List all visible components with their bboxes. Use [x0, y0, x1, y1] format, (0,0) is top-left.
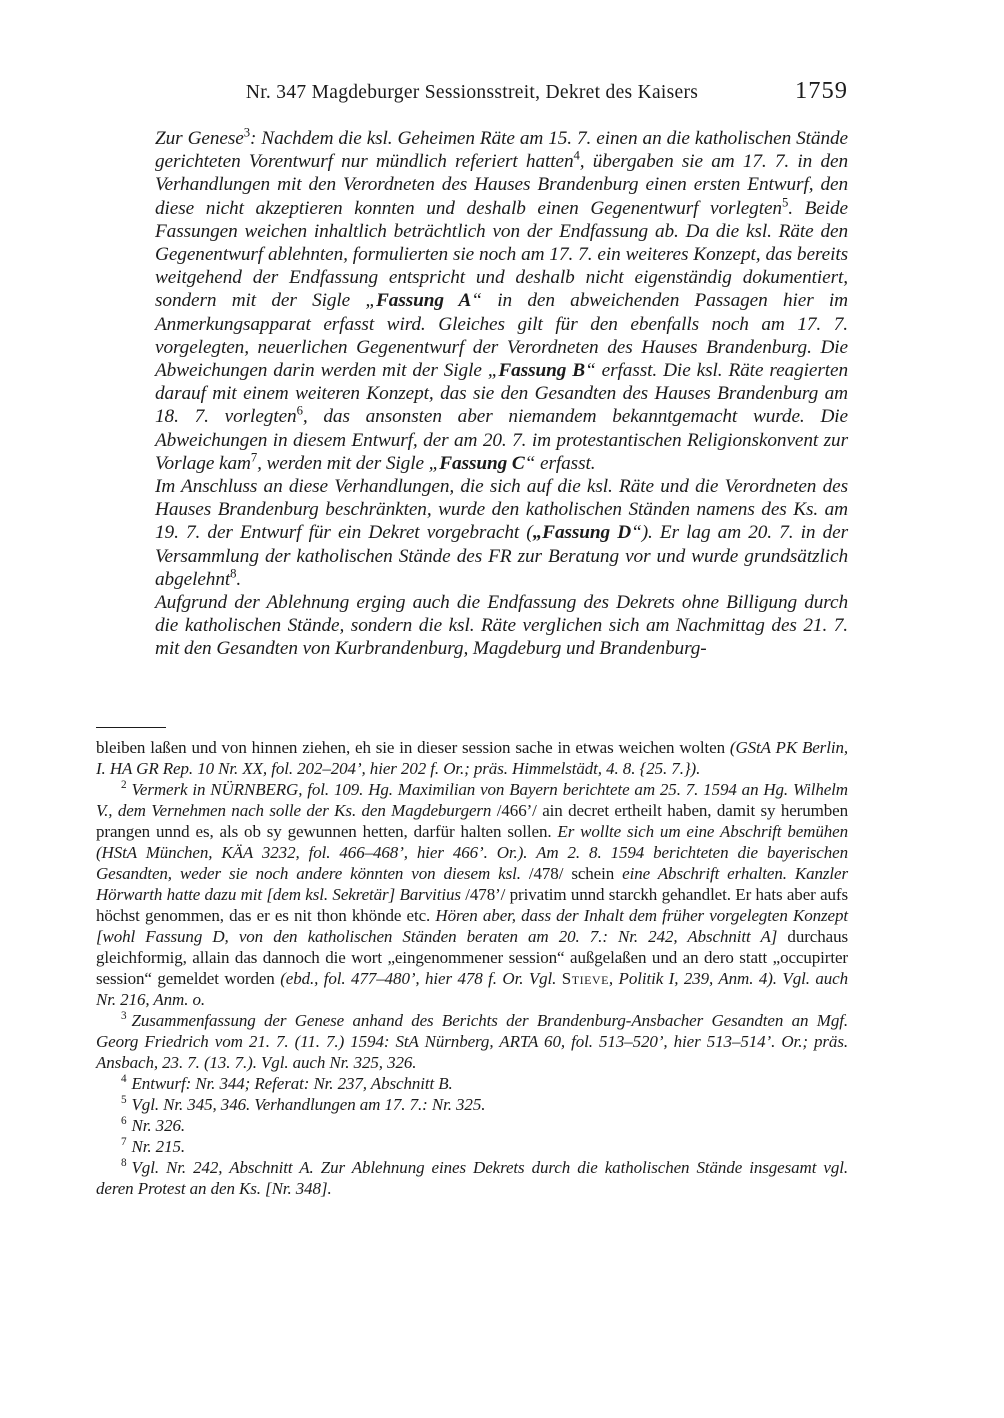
footnote-ref: 7	[121, 1136, 127, 1149]
footnote-ref: 4	[573, 148, 580, 163]
footnote-ref: 5	[781, 195, 789, 210]
text-run: Aufgrund der Ablehnung erging auch die Endfassung des Dekrets ohne Billigung durch die katholischen Stände, sondern die ksl. Räte verglichen sich am Nachmittag des 21. 7. mit den Gesandten von Kurbrandenburg, Magdeburg und Brandenburg-	[155, 592, 848, 660]
text-run: “). Er lag am 20. 7. in der Versammlung der katholischen Stände des FR zur Beratung vor und wurde grundsätzlich abgelehnt	[155, 522, 848, 590]
footnote-ref: 4	[121, 1073, 127, 1086]
footnote	[96, 737, 848, 779]
text-run: Vgl. Nr. 242, Abschnitt A. Zur Ablehnung eines Dekrets durch die katholischen Stände insgesamt vgl. deren Protest an den Ks. [Nr. 348].	[96, 1158, 848, 1198]
text-run: Zur Genese	[155, 128, 244, 149]
footnote-ref: 8	[230, 566, 237, 581]
text-run: Stieve	[561, 969, 609, 988]
footnote	[96, 1073, 848, 1094]
text-run: “ erfasst.	[524, 452, 596, 474]
text-run: : Nachdem die ksl. Geheimen Räte am 15. 7. einen an die katholischen Stände gerichteten Vorentwurf nur mündlich referiert hatten	[155, 128, 848, 173]
text-run: (ebd., fol. 477–480’, hier 478 f. Or. Vgl.	[280, 969, 562, 988]
text-run: Fassung C	[439, 452, 525, 474]
footnote-ref: 3	[243, 125, 250, 140]
paragraph	[155, 591, 848, 661]
text-run: Vgl. Nr. 345, 346. Verhandlungen am 17. 7.: Nr. 325.	[131, 1095, 486, 1114]
text-run: , werden mit der Sigle „	[257, 452, 440, 474]
footnote	[96, 1010, 848, 1073]
running-head-title: Nr. 347 Magdeburger Sessionsstreit, Dekret des Kaisers	[245, 82, 699, 103]
text-run: , Politik I, 239, Anm. 4). Vgl. auch Nr. 216, Anm. o.	[96, 969, 848, 1009]
paragraph	[155, 127, 848, 475]
text-run: Vermerk in NÜRNBERG, fol. 109. Hg. Maximilian von Bayern berichtete am 25. 7. 1594 an Hg. Wilhelm V., dem Vernehmen nach solle der Ks. den Magdeburgern	[96, 780, 848, 820]
text-run: . Beide Fassungen weichen inhaltlich beträchtlich von der Endfassung ab. Da die ksl. Räte den Gegenentwurf ablehnten, formulierten sie noch am 17. 7. ein weiteres Konzept, das bereits weitgehend der Endfassung entspricht und deshalb nicht eigenständig dokumentiert, sondern mit der Sigle „	[155, 197, 848, 312]
paragraph	[155, 475, 848, 591]
main-text-block	[155, 127, 848, 661]
text-run: , das ansonsten aber niemandem bekanntgemacht wurde. Die Abweichungen in diesem Entwurf, der am 20. 7. im protestantischen Religionskonvent zur Vorlage kam	[155, 406, 848, 474]
type-area	[96, 77, 848, 661]
footnote	[96, 1157, 848, 1199]
text-run: /466’/ ain decret ertheilt haben, damit sy herumben prangen unnd es, als ob sy gewunnen hetten, darfür halten sollen.	[96, 801, 849, 841]
text-run: , übergaben sie am 17. 7. in den Verhandlungen mit den Verordneten des Hauses Brandenburg einen ersten Entwurf, den diese nicht akzeptieren konnten und deshalb einen Gegenentwurf vorlegten	[155, 151, 848, 219]
text-run: „Fassung D	[532, 522, 632, 544]
footnote	[96, 1136, 848, 1157]
text-run: “ erfasst. Die ksl. Räte reagierten darauf mit einem weiteren Konzept, das sie den Gesandten des Hauses Brandenburg am 18. 7. vorlegten	[155, 360, 848, 428]
footnote-block	[96, 727, 848, 1199]
text-run: /478/ schein	[528, 864, 623, 883]
footnotes-list	[96, 737, 848, 1199]
text-run: bleiben laßen und von hinnen ziehen, eh sie in dieser session sache in etwas weichen wolten	[96, 738, 730, 757]
running-head	[96, 77, 848, 110]
footnote-ref: 6	[296, 404, 303, 419]
text-run: eine Abschrift erhalten. Kanzler Hörwarth hatte dazu mit [dem ksl. Sekretär] Barvitius	[96, 864, 849, 904]
footnote-ref: 2	[121, 779, 127, 792]
footnote-separator-rule	[96, 727, 166, 728]
text-run: (GStA PK Berlin, I. HA GR Rep. 10 Nr. XX, fol. 202–204’, hier 202 f. Or.; präs. Himmelstädt, 4. 8. {25. 7.}).	[96, 738, 848, 778]
footnote	[96, 1094, 848, 1115]
text-run: Fassung A	[376, 290, 472, 312]
text-run: Zusammenfassung der Genese anhand des Berichts der Brandenburg-Ansbacher Gesandten an Mgf. Georg Friedrich vom 21. 7. (11. 7.) 1594: StA Nürnberg, ARTA 60, fol. 513–520’, hier 513–514’. Or.; präs. Ansbach, 23. 7. (13. 7.). Vgl. auch Nr. 325, 326.	[96, 1011, 848, 1072]
text-run: /478’/ privatim unnd starckh gehandlet. Er hats aber aufs höchst genommen, das er es nit thon khönde etc.	[96, 885, 849, 925]
footnote-ref: 7	[250, 450, 258, 465]
text-run: Entwurf: Nr. 344; Referat: Nr. 237, Abschnitt B.	[131, 1074, 453, 1093]
text-run: Nr. 215.	[131, 1137, 186, 1156]
footnote-ref: 3	[121, 1010, 127, 1023]
page-number: 1759	[795, 77, 848, 104]
footnote	[96, 1115, 848, 1136]
footnote-ref: 6	[121, 1115, 127, 1128]
text-run: Fassung B	[498, 360, 586, 382]
text-run: .	[236, 568, 242, 590]
text-run: durchaus gleichformig, allain das dannoch die wort „eingenommener session“ außgelaßen und an dero statt „occupirter session“ gemeldet worden	[96, 927, 848, 988]
text-run: Im Anschluss an diese Verhandlungen, die sich auf die ksl. Räte und die Verordneten des Hauses Brandenburg beschränkten, wurde den katholischen Ständen namens des Ks. am 19. 7. der Entwurf für ein Dekret vorgebracht (	[155, 476, 848, 544]
text-run: “ in den abweichenden Passagen hier im Anmerkungsapparat erfasst wird. Gleiches gilt für den ebenfalls noch am 17. 7. vorgelegten, neuerlichen Gegenentwurf der Verordneten des Hauses Brandenburg. Die Abweichungen darin werden mit der Sigle „	[155, 290, 848, 382]
footnote	[96, 779, 848, 1010]
text-run: Er wollte sich um eine Abschrift bemühen (HStA München, KÄA 3232, fol. 466–468’, hier 466’. Or.). Am 2. 8. 1594 berichteten die bayerischen Gesandten, weder sie noch andere könnten von diesem ksl.	[96, 822, 848, 883]
footnote-ref: 5	[121, 1094, 127, 1107]
text-run: Nr. 326.	[131, 1116, 186, 1135]
text-run: Hören aber, dass der Inhalt dem früher vorgelegten Konzept [wohl Fassung D, von den katholischen Ständen beraten am 20. 7.: Nr. 242, Abschnitt A]	[96, 906, 848, 946]
footnote-ref: 8	[121, 1157, 127, 1170]
